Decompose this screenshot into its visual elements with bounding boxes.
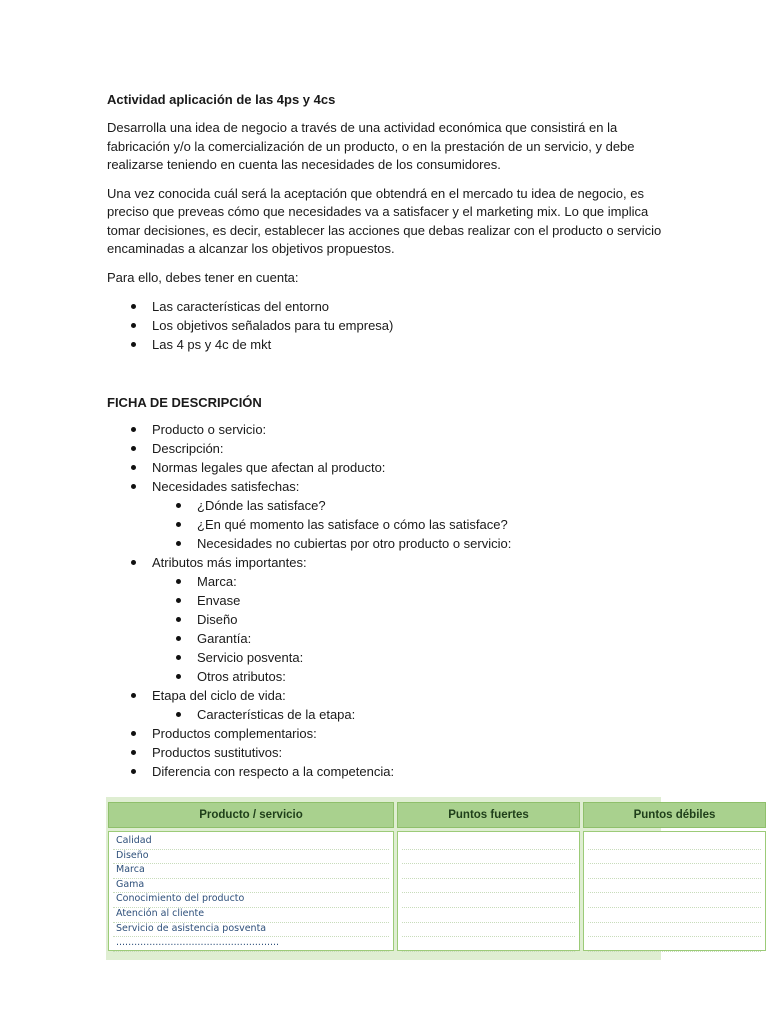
row-guide-line bbox=[113, 849, 389, 850]
row-label-gama: Gama bbox=[116, 878, 145, 890]
list-item: Producto o servicio: bbox=[107, 420, 667, 439]
row-guide-line bbox=[402, 936, 575, 937]
row-guide-line bbox=[113, 878, 389, 879]
list-item: Diferencia con respecto a la competencia: bbox=[107, 762, 667, 781]
column-weaknesses bbox=[583, 802, 766, 951]
list-item: Productos complementarios: bbox=[107, 724, 667, 743]
row-guide-line bbox=[402, 878, 575, 879]
row-guide-line bbox=[402, 907, 575, 908]
list-item: Normas legales que afectan al producto: bbox=[107, 458, 667, 477]
sub-list-item: Servicio posventa: bbox=[107, 648, 667, 667]
list-item: Los objetivos señalados para tu empresa) bbox=[107, 316, 667, 335]
row-label-calidad: Calidad bbox=[116, 835, 152, 846]
list-item: Necesidades satisfechas: bbox=[107, 477, 667, 496]
cell-weaknesses[interactable] bbox=[583, 831, 766, 951]
header-strengths: Puntos fuertes bbox=[397, 802, 580, 828]
row-guide-line bbox=[588, 951, 761, 952]
row-guide-line bbox=[113, 951, 389, 952]
row-guide-line bbox=[588, 863, 761, 864]
activity-title: Actividad aplicación de las 4ps y 4cs bbox=[107, 92, 336, 107]
ficha-title: FICHA DE DESCRIPCIÓN bbox=[107, 395, 262, 410]
row-guide-line bbox=[588, 849, 761, 850]
sub-list-item: Diseño bbox=[107, 610, 667, 629]
row-label-marca: Marca bbox=[116, 864, 145, 876]
list-item: Las características del entorno bbox=[107, 297, 667, 316]
paragraph-consider: Para ello, debes tener en cuenta: bbox=[107, 269, 299, 285]
list-item: Atributos más importantes: bbox=[107, 553, 667, 572]
row-label-atencion: Atención al cliente bbox=[116, 907, 205, 919]
row-label-blank: ...................................................... bbox=[116, 937, 280, 949]
list-item: Etapa del ciclo de vida: bbox=[107, 686, 667, 705]
row-guide-line bbox=[402, 849, 575, 850]
sub-list-item: Necesidades no cubiertas por otro producto o servicio: bbox=[107, 534, 667, 553]
row-guide-line bbox=[113, 907, 389, 908]
paragraph-intro: Desarrolla una idea de negocio a través de una actividad económica que consistirá en la fabricación y/o la comercialización de un producto, o en la prestación de un servicio, y debe realizarse teniendo en cuenta las necesidades de los consumidores. bbox=[107, 120, 635, 172]
list-item: Productos sustitutivos: bbox=[107, 743, 667, 762]
sub-list-item: Marca: bbox=[107, 572, 667, 591]
row-guide-line bbox=[588, 907, 761, 908]
row-guide-line bbox=[588, 922, 761, 923]
header-weaknesses: Puntos débiles bbox=[583, 802, 766, 828]
row-guide-line bbox=[402, 922, 575, 923]
list-item: Las 4 ps y 4c de mkt bbox=[107, 335, 667, 354]
sub-list-item: Características de la etapa: bbox=[107, 705, 667, 724]
row-guide-line bbox=[113, 892, 389, 893]
row-guide-line bbox=[588, 936, 761, 937]
column-product bbox=[108, 802, 394, 951]
row-guide-line bbox=[402, 951, 575, 952]
cell-strengths[interactable] bbox=[397, 831, 580, 951]
comparison-table bbox=[106, 797, 716, 960]
sub-list-item: Otros atributos: bbox=[107, 667, 667, 686]
paragraph-marketing-mix: Una vez conocida cuál será la aceptación que obtendrá en el mercado tu idea de negocio, es preciso que preveas cómo que necesidades va a satisfacer y el marketing mix. Lo que implica tomar decisiones, es decir, establecer las acciones que debas realizar con el producto o servicio encaminadas a alcanzar los objetivos propuestos. bbox=[107, 185, 662, 256]
column-strengths bbox=[397, 802, 580, 951]
document-content bbox=[107, 90, 667, 781]
row-guide-line bbox=[402, 892, 575, 893]
row-guide-line bbox=[113, 922, 389, 923]
row-guide-line bbox=[588, 878, 761, 879]
header-product-service: Producto / servicio bbox=[108, 802, 394, 828]
sub-list-item: ¿Dónde las satisface? bbox=[107, 496, 667, 515]
row-guide-line bbox=[113, 936, 389, 937]
cell-product-rows bbox=[108, 831, 394, 951]
ficha-list bbox=[107, 420, 667, 781]
considerations-list bbox=[107, 297, 667, 354]
row-guide-line bbox=[402, 863, 575, 864]
row-label-servicio: Servicio de asistencia posventa bbox=[116, 922, 267, 934]
sub-list-item: Envase bbox=[107, 591, 667, 610]
row-label-conocimiento: Conocimiento del producto bbox=[116, 893, 245, 905]
row-guide-line bbox=[588, 892, 761, 893]
sub-list-item: Garantía: bbox=[107, 629, 667, 648]
list-item: Descripción: bbox=[107, 439, 667, 458]
sub-list-item: ¿En qué momento las satisface o cómo las satisface? bbox=[107, 515, 667, 534]
row-guide-line bbox=[113, 863, 389, 864]
row-label-diseno: Diseño bbox=[116, 849, 149, 861]
